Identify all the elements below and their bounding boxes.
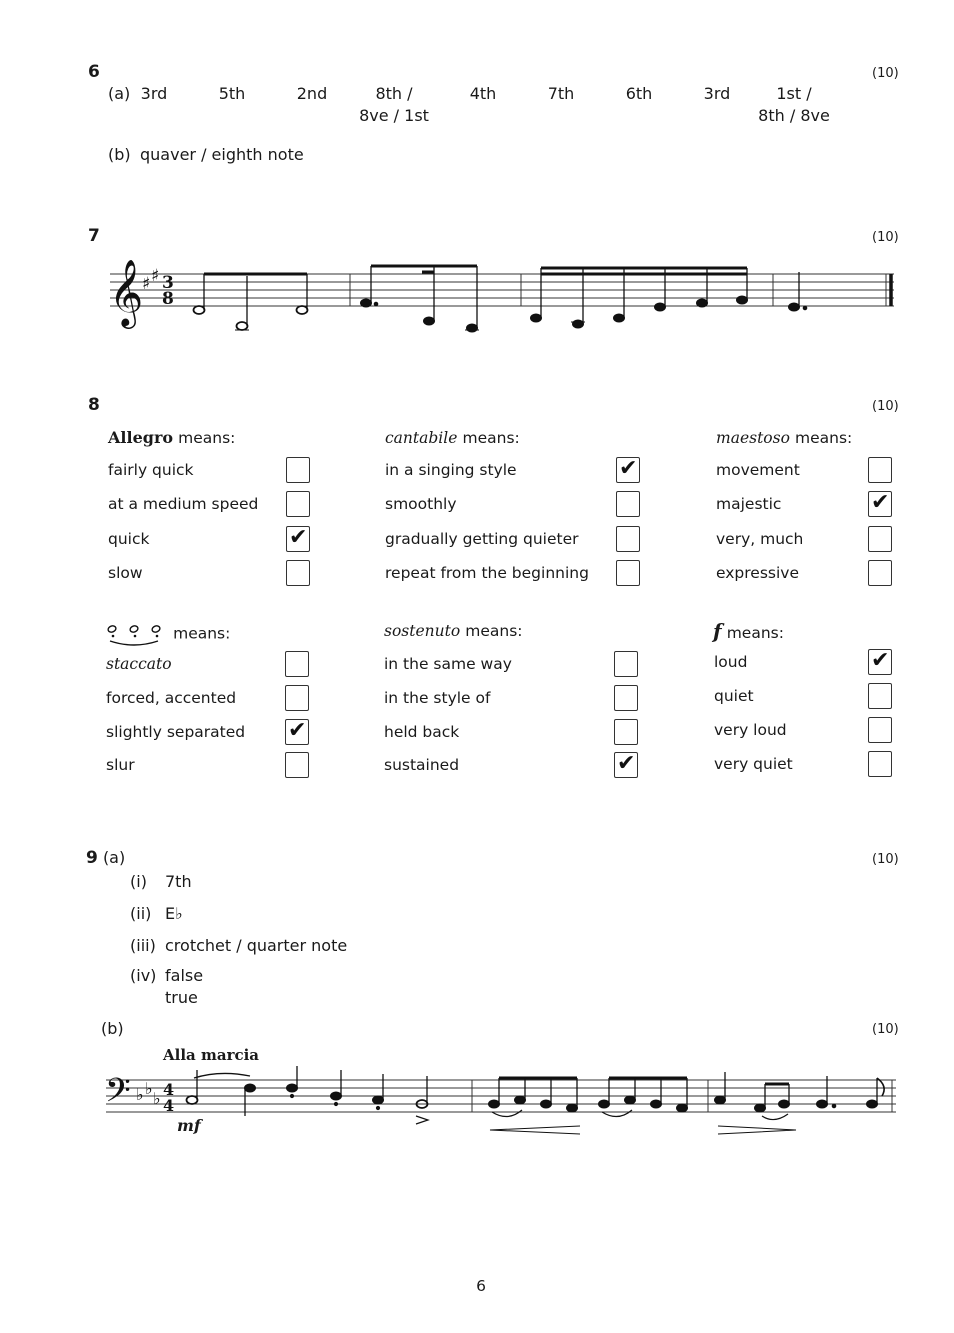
q8-group-maestoso-heading: maestoso means: xyxy=(716,429,853,447)
q9a-item-2-label: (ii) xyxy=(130,904,152,923)
question-7-marks: (10) xyxy=(872,230,899,245)
q8-maestoso-option-2: majestic xyxy=(716,495,782,513)
check-mark-icon: ✔ xyxy=(871,490,890,515)
q6a-answer-9: 1st / xyxy=(776,84,812,103)
q8-notation-option-1: staccato xyxy=(106,655,172,673)
check-mark-icon: ✔ xyxy=(871,648,890,673)
q8-allegro-checkbox-2[interactable] xyxy=(286,491,310,517)
q9a-item-4-answer-2: true xyxy=(165,988,198,1007)
q8-notation-option-3: slightly separated xyxy=(106,723,246,741)
q6a-answer-4-line2: 8ve / 1st xyxy=(359,106,429,125)
flat-icon: ♭ xyxy=(136,1085,144,1104)
question-6-marks: (10) xyxy=(872,66,899,81)
q7-music-staff xyxy=(104,252,904,352)
q8-forte-checkbox-2[interactable] xyxy=(868,683,892,709)
question-8-number: 8 xyxy=(88,395,100,415)
q8-maestoso-checkbox-3[interactable] xyxy=(868,526,892,552)
q6a-answer-7: 6th xyxy=(625,84,653,103)
svg-text:8: 8 xyxy=(162,289,174,309)
q8-cantabile-option-4: repeat from the beginning xyxy=(385,564,589,582)
q8-cantabile-checkbox-2[interactable] xyxy=(616,491,640,517)
q8-maestoso-option-1: movement xyxy=(716,461,800,479)
q8-notation-checkbox-2[interactable] xyxy=(285,685,309,711)
question-7-number: 7 xyxy=(88,226,100,246)
q6a-answer-8: 3rd xyxy=(703,84,731,103)
q8-sostenuto-option-2: in the style of xyxy=(384,689,491,707)
q9a-item-2-answer: E♭ xyxy=(165,904,183,923)
q6a-answer-3: 2nd xyxy=(296,84,328,103)
check-mark-icon: ✔ xyxy=(619,456,638,481)
q8-forte-option-1: loud xyxy=(714,653,748,671)
q8-maestoso-checkbox-1[interactable] xyxy=(868,457,892,483)
q8-group-notation-heading: means: xyxy=(106,619,230,649)
q8-sostenuto-option-1: in the same way xyxy=(384,655,512,673)
svg-text:3: 3 xyxy=(162,273,174,293)
q8-notation-option-2: forced, accented xyxy=(106,689,237,707)
q6b-answer: quaver / eighth note xyxy=(140,145,304,164)
q8-sostenuto-option-3: held back xyxy=(384,723,460,741)
q9a-marks: (10) xyxy=(872,852,899,867)
q6b-label: (b) xyxy=(108,145,131,164)
q8-sostenuto-option-4: sustained xyxy=(384,756,460,774)
q8-sostenuto-checkbox-2[interactable] xyxy=(614,685,638,711)
bass-clef-icon: 𝄢 xyxy=(105,1072,131,1118)
q9b-marks: (10) xyxy=(872,1022,899,1037)
svg-text:♭: ♭ xyxy=(153,1089,161,1108)
q8-notation-checkbox-3[interactable] xyxy=(285,719,309,745)
question-8-marks: (10) xyxy=(872,399,899,414)
svg-text:♭: ♭ xyxy=(145,1079,153,1098)
check-mark-icon: ✔ xyxy=(617,751,636,776)
q8-allegro-option-3: quick xyxy=(108,530,150,548)
q8-cantabile-option-1: in a singing style xyxy=(385,461,517,479)
q8-forte-checkbox-1[interactable] xyxy=(868,649,892,675)
q8-allegro-option-1: fairly quick xyxy=(108,461,194,479)
question-9-heading: 9 (a) xyxy=(86,848,126,868)
q8-sostenuto-checkbox-4[interactable] xyxy=(614,752,638,778)
q6a-label: (a) xyxy=(108,84,131,103)
svg-text:4: 4 xyxy=(163,1096,175,1115)
q8-maestoso-option-4: expressive xyxy=(716,564,800,582)
page-number: 6 xyxy=(476,1277,486,1295)
q6a-answer-6: 7th xyxy=(547,84,575,103)
q8-notation-checkbox-4[interactable] xyxy=(285,752,309,778)
q8-allegro-option-4: slow xyxy=(108,564,143,582)
q8-group-allegro-heading: Allegro means: xyxy=(108,428,236,447)
sharp-icon: ♯ xyxy=(142,274,151,294)
q9a-item-3-label: (iii) xyxy=(130,936,156,955)
question-6-number: 6 xyxy=(88,62,100,82)
q8-forte-option-2: quiet xyxy=(714,687,754,705)
q9b-label: (b) xyxy=(101,1019,124,1038)
q8-forte-checkbox-4[interactable] xyxy=(868,751,892,777)
q8-forte-checkbox-3[interactable] xyxy=(868,717,892,743)
svg-text:4: 4 xyxy=(163,1080,175,1099)
q8-allegro-checkbox-1[interactable] xyxy=(286,457,310,483)
q9a-item-3-answer: crotchet / quarter note xyxy=(165,936,348,955)
q9b-music-staff xyxy=(100,1066,900,1146)
q8-allegro-checkbox-3[interactable] xyxy=(286,526,310,552)
q8-cantabile-option-3: gradually getting quieter xyxy=(385,530,579,548)
q8-maestoso-option-3: very, much xyxy=(716,530,804,548)
q6a-answer-5: 4th xyxy=(469,84,497,103)
q9b-dynamic-marking: mf xyxy=(177,1116,201,1135)
q6a-answer-2: 5th xyxy=(218,84,246,103)
q8-maestoso-checkbox-4[interactable] xyxy=(868,560,892,586)
q9a-item-1-label: (i) xyxy=(130,872,147,891)
q8-forte-option-4: very quiet xyxy=(714,755,793,773)
check-mark-icon: ✔ xyxy=(289,525,308,550)
q8-sostenuto-checkbox-1[interactable] xyxy=(614,651,638,677)
q6a-answer-9-line2: 8th / 8ve xyxy=(758,106,830,125)
q8-maestoso-checkbox-2[interactable] xyxy=(868,491,892,517)
q9a-item-1-answer: 7th xyxy=(165,872,192,891)
q9a-item-4-answer: false xyxy=(165,966,204,985)
q8-cantabile-checkbox-4[interactable] xyxy=(616,560,640,586)
q6a-answer-4: 8th / xyxy=(375,84,413,103)
q8-forte-option-3: very loud xyxy=(714,721,787,739)
q9b-tempo-marking: Alla marcia xyxy=(163,1046,260,1064)
q9a-item-4-label: (iv) xyxy=(130,966,157,985)
q8-cantabile-option-2: smoothly xyxy=(385,495,457,513)
q8-allegro-checkbox-4[interactable] xyxy=(286,560,310,586)
q8-cantabile-checkbox-3[interactable] xyxy=(616,526,640,552)
q6a-answer-1: 3rd xyxy=(140,84,168,103)
q8-group-sostenuto-heading: sostenuto means: xyxy=(384,622,523,640)
treble-clef-icon: 𝄞 xyxy=(109,258,144,326)
q8-notation-option-4: slur xyxy=(106,756,135,774)
q8-group-forte-heading: f means: xyxy=(713,619,784,643)
mezzo-staccato-notation-icon xyxy=(106,619,166,649)
q8-notation-checkbox-1[interactable] xyxy=(285,651,309,677)
q8-sostenuto-checkbox-3[interactable] xyxy=(614,719,638,745)
q8-allegro-option-2: at a medium speed xyxy=(108,495,259,513)
check-mark-icon: ✔ xyxy=(288,718,307,743)
q8-group-cantabile-heading: cantabile means: xyxy=(385,429,520,447)
svg-text:♯: ♯ xyxy=(151,266,160,286)
q8-cantabile-checkbox-1[interactable] xyxy=(616,457,640,483)
